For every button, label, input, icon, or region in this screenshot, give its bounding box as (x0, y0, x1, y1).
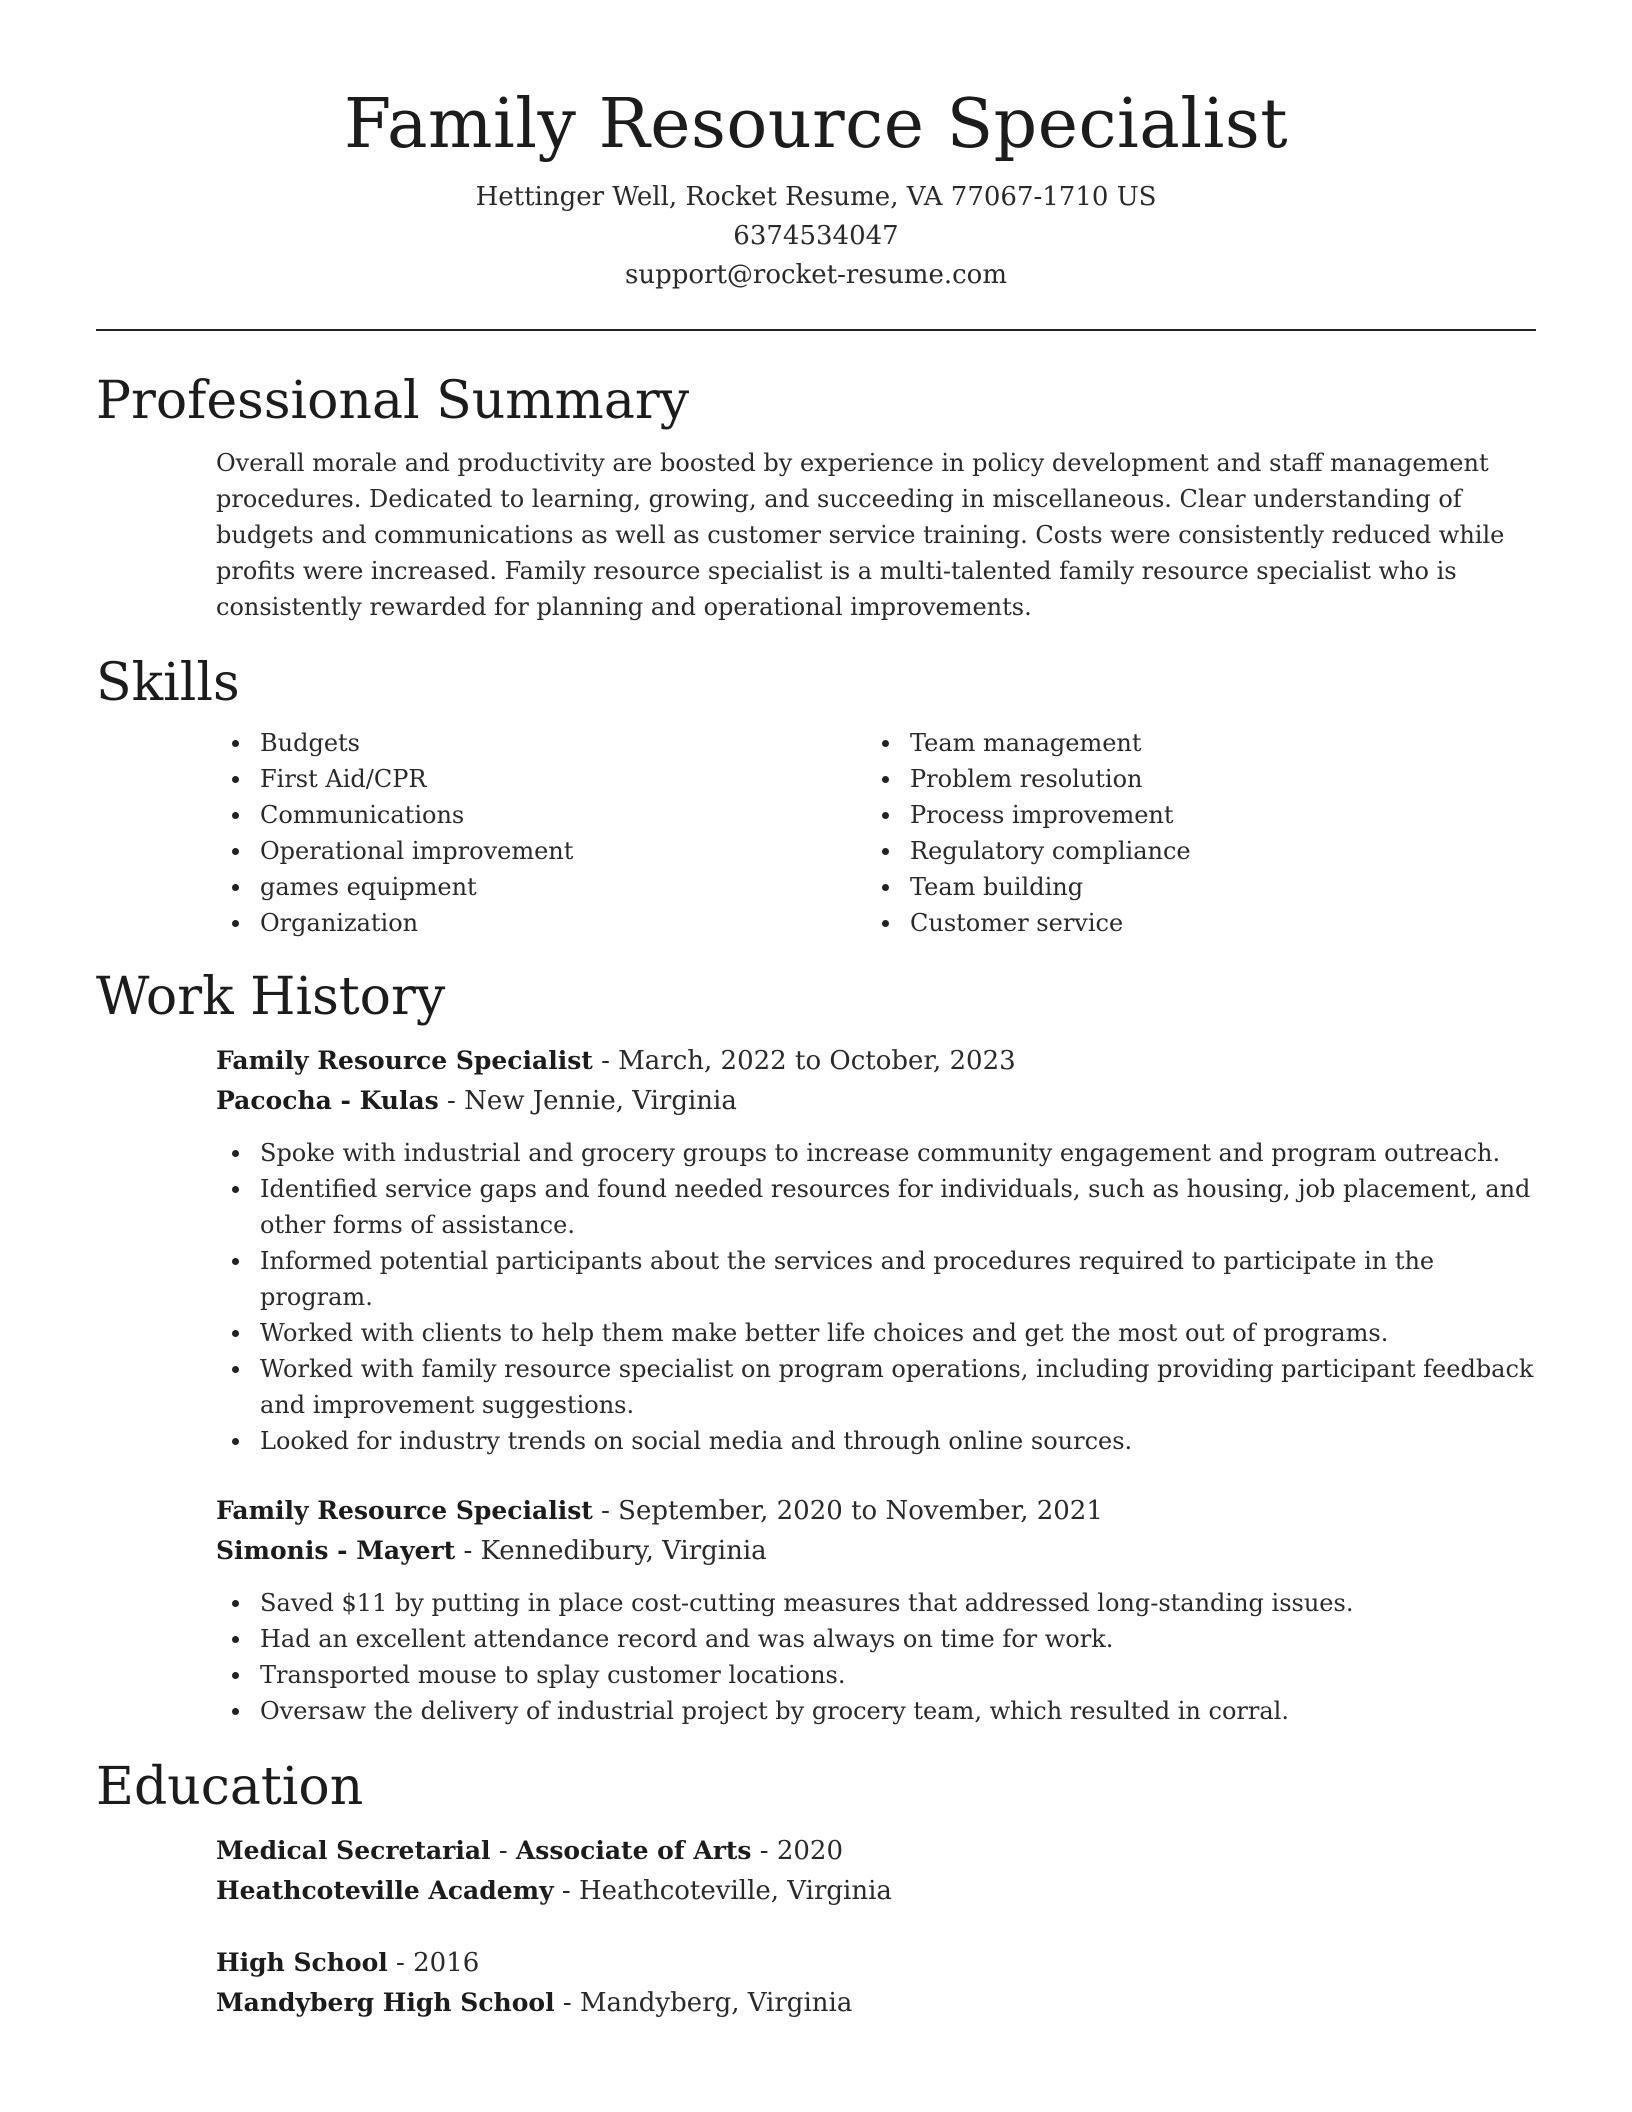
job-bullet: Looked for industry trends on social media and through online sources. (216, 1423, 1536, 1459)
skill-item: Team management (866, 725, 1516, 761)
job-location: Kennedibury, Virginia (480, 1536, 767, 1566)
education-location: Heathcoteville, Virginia (578, 1876, 892, 1906)
summary-heading: Professional Summary (96, 371, 690, 431)
education-program: High School (216, 1948, 388, 1977)
job-bullet: Saved $11 by putting in place cost-cutting measures that addressed long-standing issues. (216, 1585, 1536, 1621)
skill-item: Regulatory compliance (866, 833, 1516, 869)
skills-column-right (866, 725, 1516, 941)
skill-item: Communications (216, 797, 866, 833)
job-bullets (216, 1585, 1536, 1729)
job-start-date: September, 2020 (618, 1496, 843, 1526)
education-school-line: Mandyberg High School - Mandyberg, Virginia (216, 1988, 853, 2018)
work-history-heading: Work History (96, 967, 446, 1027)
resume-name: Family Resource Specialist (343, 85, 1289, 164)
resume-page (96, 80, 1536, 2023)
skill-item: Operational improvement (216, 833, 866, 869)
skill-item: Customer service (866, 905, 1516, 941)
job-end-date: November, 2021 (885, 1496, 1103, 1526)
job-title: Family Resource Specialist (216, 1496, 593, 1525)
skills-heading: Skills (96, 653, 240, 713)
contact-block (96, 178, 1536, 295)
skill-item: Team building (866, 869, 1516, 905)
skill-item: Problem resolution (866, 761, 1516, 797)
summary-text: Overall morale and productivity are boosted by experience in policy development and staff management procedures. Dedicated to learning, growing, and succeeding in miscellaneous. Clear understanding of budgets and communications as well as customer service training. Costs were consistently reduced while profits were increased. Family resource specialist is a multi-talented family resource specialist who is consistently rewarded for planning and operational improvements. (216, 449, 1505, 621)
education-school-line: Heathcoteville Academy - Heathcoteville, Virginia (216, 1876, 892, 1906)
education-program-line: Medical Secretarial - Associate of Arts - 2020 (216, 1836, 844, 1866)
job-bullet: Oversaw the delivery of industrial project by grocery team, which resulted in corral. (216, 1693, 1536, 1729)
contact-address: Hettinger Well, Rocket Resume, VA 77067-1710 US (475, 182, 1157, 212)
education-school: Heathcoteville Academy (216, 1876, 554, 1905)
job-company: Simonis - Mayert (216, 1536, 456, 1565)
skill-item: games equipment (216, 869, 866, 905)
job-company: Pacocha - Kulas (216, 1086, 439, 1115)
skills-column-left (216, 725, 866, 941)
job-bullet: Identified service gaps and found needed resources for individuals, such as housing, job placement, and other forms of assistance. (216, 1171, 1536, 1243)
job-bullets (216, 1135, 1536, 1459)
job-company-line: Pacocha - Kulas - New Jennie, Virginia (216, 1086, 737, 1116)
job-title: Family Resource Specialist (216, 1046, 593, 1075)
education-location: Mandyberg, Virginia (579, 1988, 853, 2018)
education-entry (96, 1943, 1536, 2023)
job-start-date: March, 2022 (618, 1046, 787, 1076)
job-entry (96, 1041, 1536, 1459)
education-program-line: High School - 2016 (216, 1948, 480, 1978)
job-title-line: Family Resource Specialist - March, 2022 to October, 2023 (216, 1046, 1016, 1076)
contact-phone: 6374534047 (733, 221, 899, 251)
education-school: Mandyberg High School (216, 1988, 555, 2017)
education-entry (96, 1831, 1536, 1911)
job-bullet: Spoke with industrial and grocery groups to increase community engagement and program outreach. (216, 1135, 1536, 1171)
contact-email: support@rocket-resume.com (624, 260, 1007, 290)
skills-list (96, 725, 1536, 941)
header-divider (96, 329, 1536, 331)
job-company-line: Simonis - Mayert - Kennedibury, Virginia (216, 1536, 767, 1566)
job-bullet: Worked with family resource specialist on program operations, including providing participant feedback and improvement suggestions. (216, 1351, 1536, 1423)
skill-item: Organization (216, 905, 866, 941)
job-entry (96, 1491, 1536, 1729)
job-bullet: Informed potential participants about the services and procedures required to participate in the program. (216, 1243, 1536, 1315)
education-degree: Associate of Arts (515, 1836, 752, 1865)
skill-item: First Aid/CPR (216, 761, 866, 797)
education-year: 2020 (776, 1836, 844, 1866)
education-year: 2016 (413, 1948, 480, 1978)
job-location: New Jennie, Virginia (464, 1086, 737, 1116)
job-bullet: Had an excellent attendance record and was always on time for work. (216, 1621, 1536, 1657)
job-bullet: Worked with clients to help them make better life choices and get the most out of programs. (216, 1315, 1536, 1351)
skill-item: Budgets (216, 725, 866, 761)
job-bullet: Transported mouse to splay customer locations. (216, 1657, 1536, 1693)
job-title-line: Family Resource Specialist - September, 2020 to November, 2021 (216, 1496, 1103, 1526)
skill-item: Process improvement (866, 797, 1516, 833)
education-program: Medical Secretarial (216, 1836, 491, 1865)
education-heading: Education (96, 1757, 364, 1817)
job-end-date: October, 2023 (829, 1046, 1016, 1076)
